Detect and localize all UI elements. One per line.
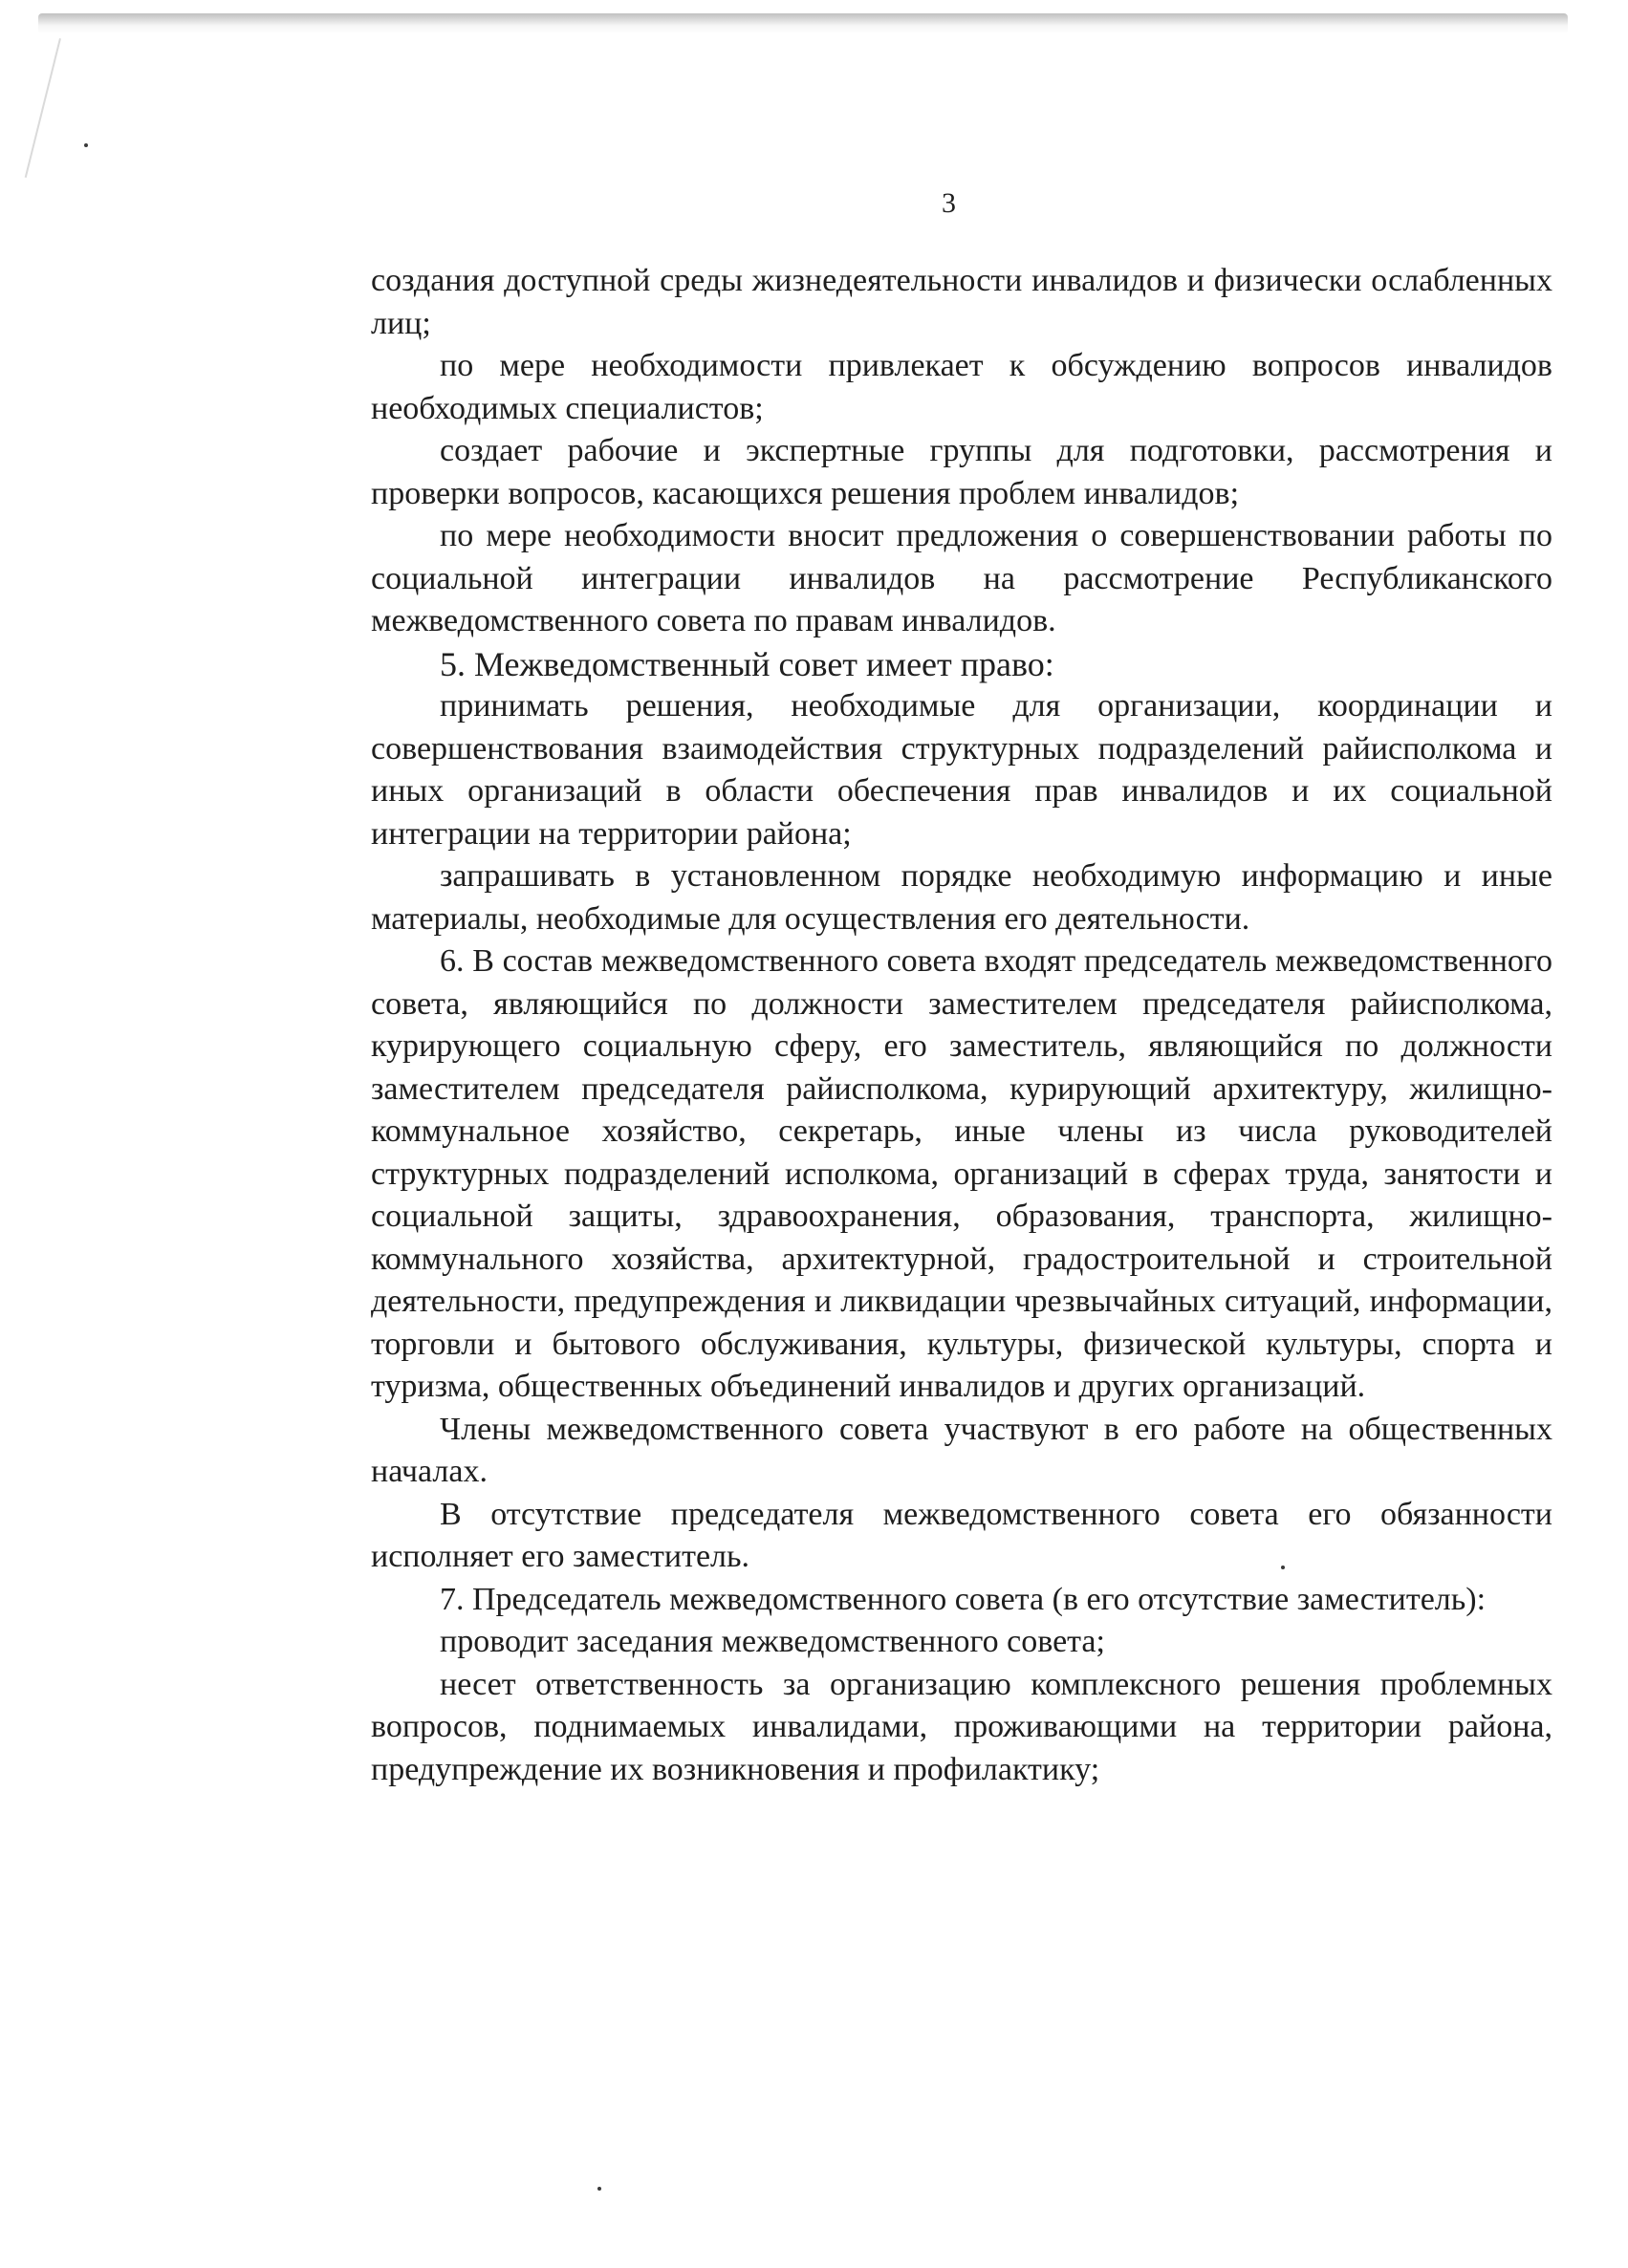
paragraph: принимать решения, необходимые для организации, координации и совершенствования взаимодействия структурных подразделений райисполкома и иных организаций в области обеспечения прав инвалидов и их социальной интеграции на территории района; <box>371 688 1552 852</box>
paragraph: запрашивать в установленном порядке необходимую информацию и иные материалы, необходимые для осуществления его деятельности. <box>371 858 1552 937</box>
section-heading: 5. Межведомственный совет имеет право: <box>440 644 1054 683</box>
document-body <box>371 260 1628 2076</box>
paragraph: по мере необходимости вносит предложения о совершенствовании работы по социальной интеграции инвалидов на рассмотрение Республиканского межведомственного совета по правам инвалидов. <box>371 518 1552 638</box>
paragraph: проводит заседания межведомственного совета; <box>440 1624 1105 1659</box>
paragraph: 6. В состав межведомственного совета входят председатель межведомственного совета, являющийся по должности заместителем председателя райисполкома, курирующего социальную сферу, его заместитель, являющийся по должности заместителем председателя райисполкома, курирующий архитектуру, жилищно-коммунальное хозяйство, секретарь, иные члены из числа руководителей структурных подразделений исполкома, организаций в сферах труда, занятости и социальной защиты, здравоохранения, образования, транспорта, жилищно-коммунального хозяйства, архитектурной, градостроительной и строительной деятельности, предупреждения и ликвидации чрезвычайных ситуаций, информации, торговли и бытового обслуживания, культуры, физической культуры, спорта и туризма, общественных объединений инвалидов и других организаций. <box>371 943 1552 1404</box>
paragraph: 7. Председатель межведомственного совета (в его отсутствие заместитель): <box>440 1581 1487 1617</box>
scan-streak <box>25 38 61 178</box>
scan-speck <box>597 2187 601 2191</box>
scan-speck <box>84 143 88 147</box>
page-number: 3 <box>942 187 956 219</box>
paragraph: создает рабочие и экспертные группы для подготовки, рассмотрения и проверки вопросов, касающихся решения проблем инвалидов; <box>371 433 1552 511</box>
paragraph: создания доступной среды жизнедеятельности инвалидов и физически ослабленных лиц; <box>371 263 1552 341</box>
paragraph: В отсутствие председателя межведомственного совета его обязанности исполняет его заместитель. <box>371 1496 1552 1574</box>
paragraph: по мере необходимости привлекает к обсуждению вопросов инвалидов необходимых специалистов; <box>371 348 1552 426</box>
scan-shadow <box>38 13 1568 34</box>
paragraph: Члены межведомственного совета участвуют в его работе на общественных началах. <box>371 1411 1552 1489</box>
paragraph: несет ответственность за организацию комплексного решения проблемных вопросов, поднимаемых инвалидами, проживающими на территории района, предупреждение их возникновения и профилактику; <box>371 1666 1552 1787</box>
